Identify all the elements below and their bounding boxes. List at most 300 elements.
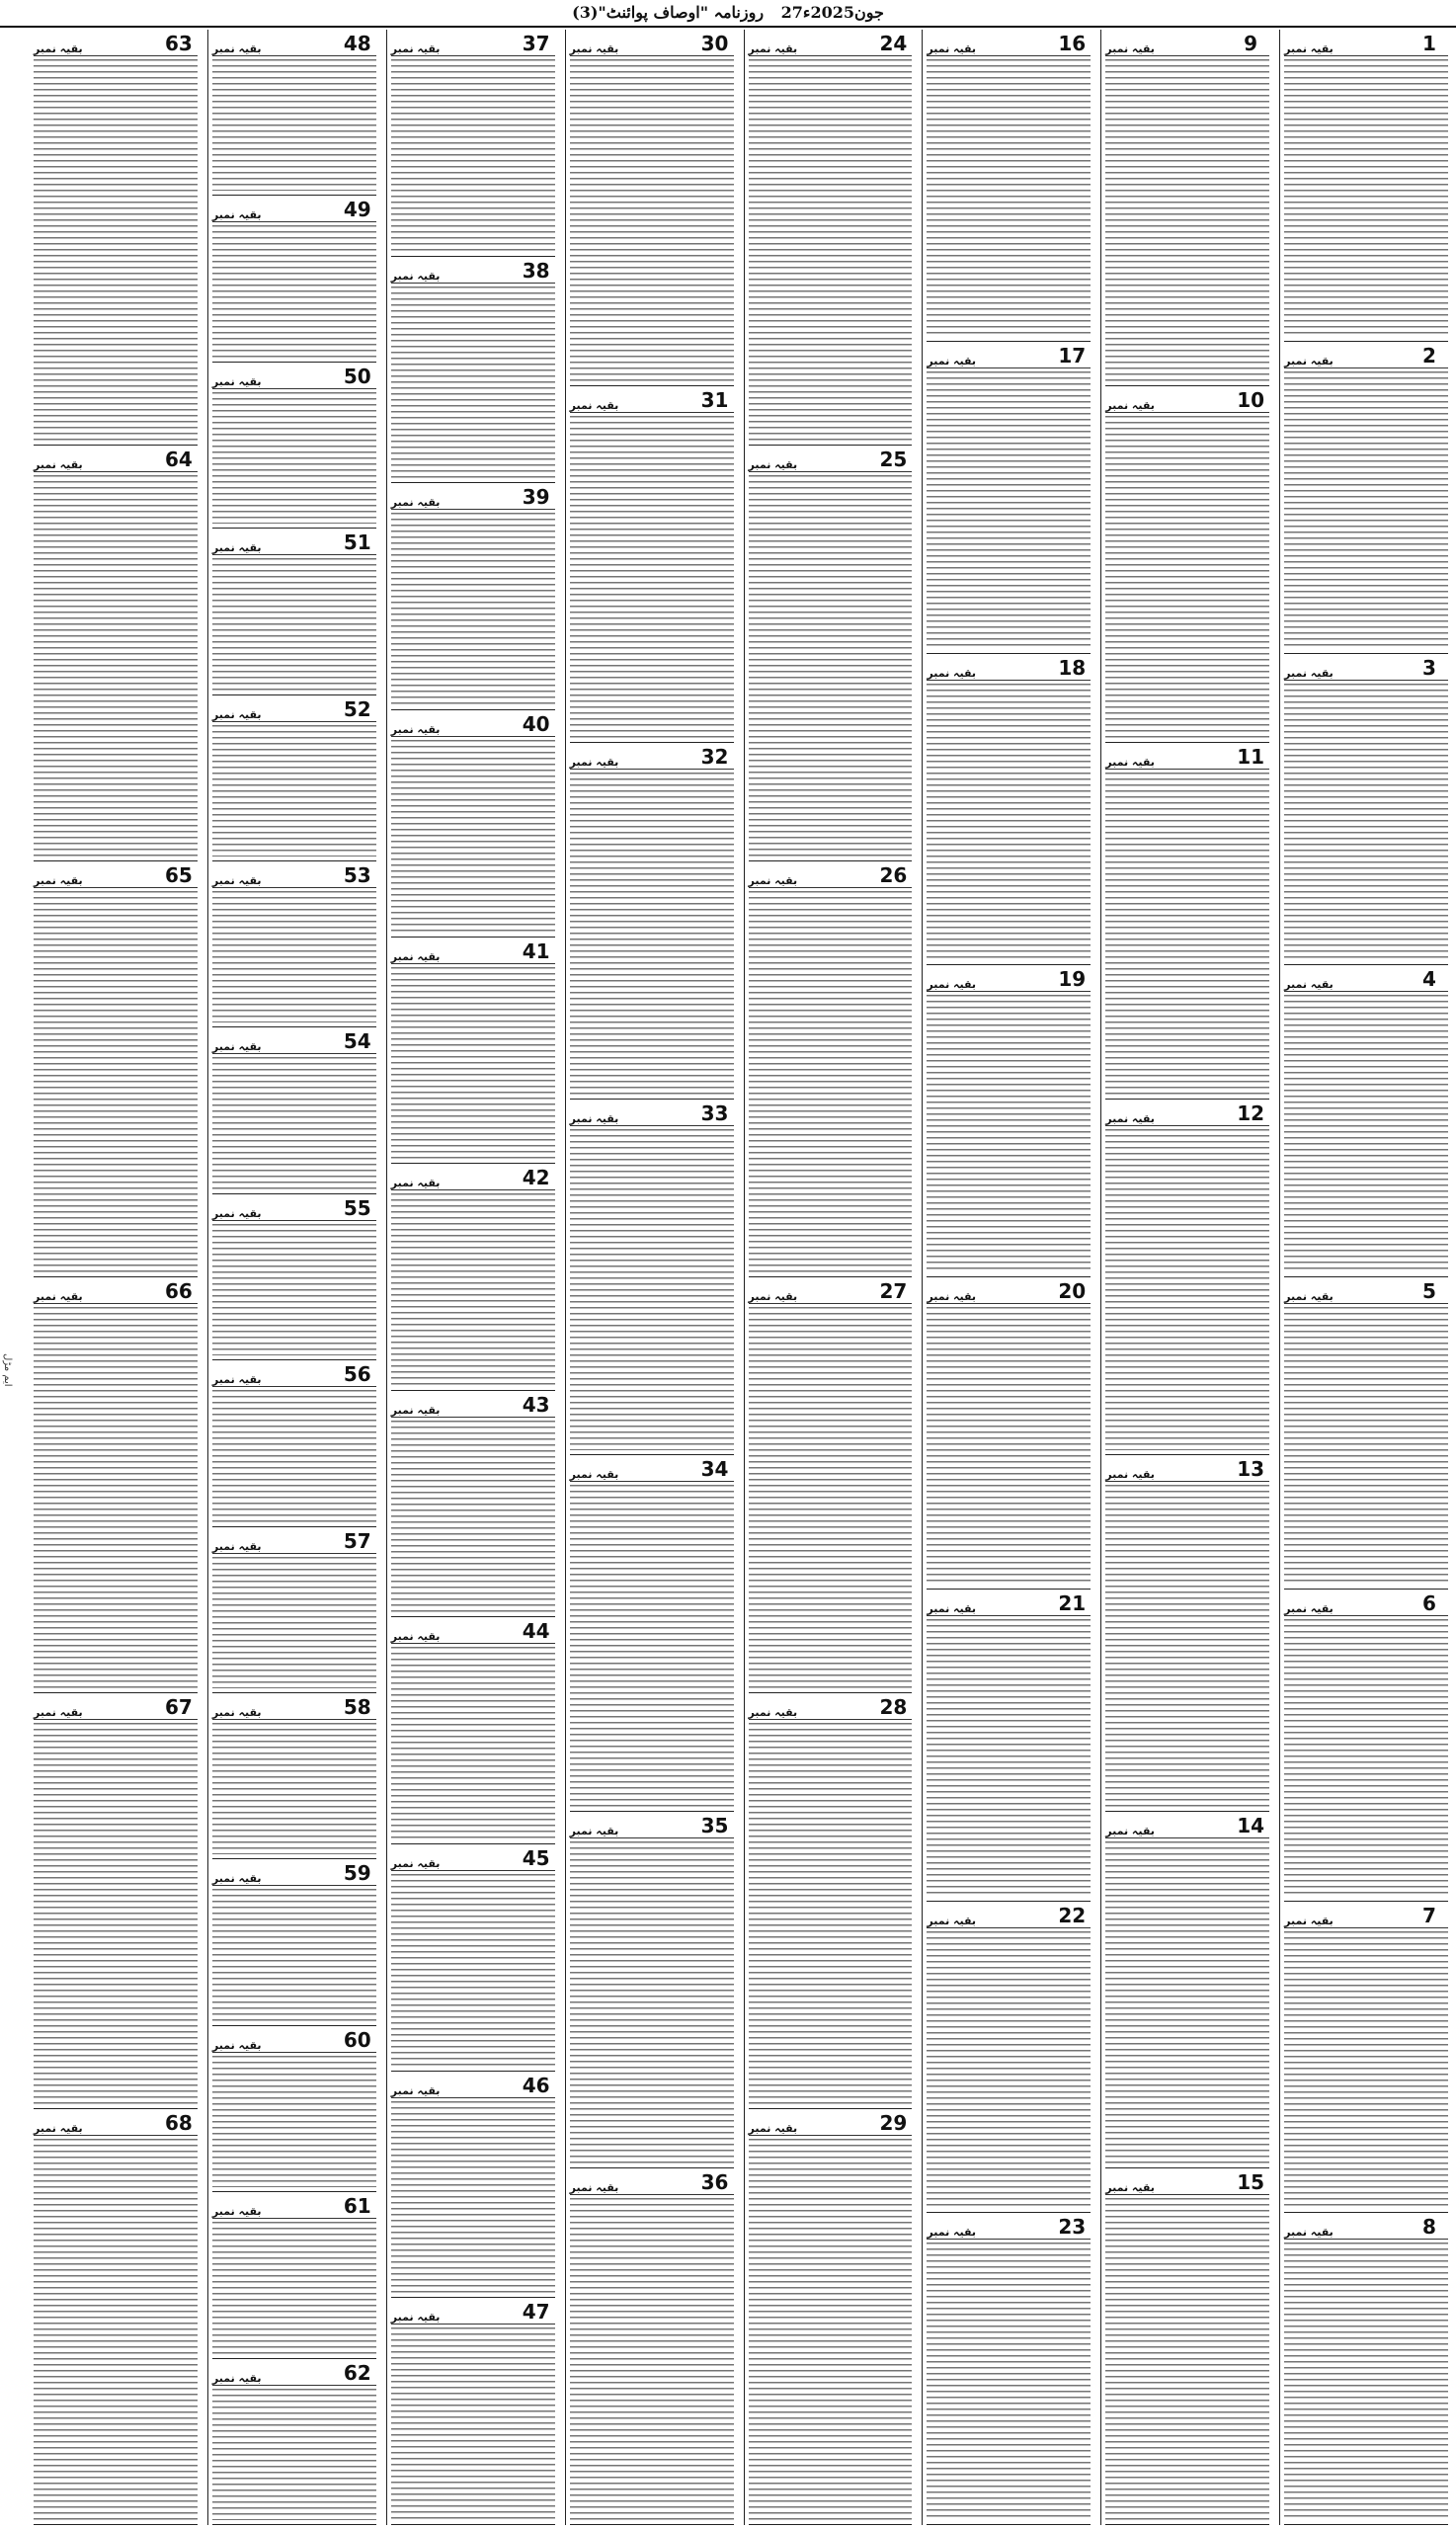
item-body-text: [391, 513, 555, 705]
item-number: 43: [522, 1392, 550, 1417]
item-body-text: [927, 1307, 1091, 1585]
item-header: [1105, 2170, 1269, 2195]
item-body-text: [212, 392, 376, 524]
continuation-item: [212, 363, 376, 529]
continuation-item: [212, 30, 376, 196]
item-header: [212, 2028, 376, 2053]
item-body-text: [749, 475, 913, 857]
item-body-text: [1284, 2243, 1448, 2520]
continuation-item: [927, 1277, 1091, 1590]
item-body-text: [212, 1390, 376, 1521]
item-label: بقیہ نمبر: [748, 458, 798, 471]
item-body-text: [1284, 1619, 1448, 1897]
continuation-item: [570, 1455, 734, 1812]
item-label: بقیہ نمبر: [211, 541, 262, 555]
item-label: بقیہ نمبر: [211, 1872, 262, 1886]
item-label: بقیہ نمبر: [34, 2122, 83, 2135]
item-number: 56: [343, 1362, 371, 1387]
item-number: 57: [343, 1528, 371, 1553]
item-number: 4: [1422, 967, 1436, 992]
item-label: بقیہ نمبر: [569, 2181, 619, 2195]
item-header: [1105, 32, 1269, 56]
item-number: 13: [1237, 1457, 1265, 1482]
item-label: بقیہ نمبر: [211, 2038, 262, 2052]
continuation-item: [570, 1812, 734, 2168]
item-number: 35: [700, 1814, 729, 1838]
continuation-item: [1105, 2168, 1269, 2525]
item-body-text: [1284, 1307, 1448, 1585]
item-label: بقیہ نمبر: [34, 458, 83, 471]
item-header: [749, 1695, 913, 1720]
item-header: [391, 1393, 555, 1418]
item-number: 14: [1237, 1814, 1265, 1838]
item-number: 26: [879, 863, 908, 887]
continuation-item: [1284, 1590, 1448, 1902]
item-number: 5: [1422, 1279, 1436, 1303]
item-body-text: [570, 59, 734, 381]
item-header: [212, 1529, 376, 1554]
item-body-text: [391, 1421, 555, 1613]
item-body-text: [212, 2389, 376, 2520]
continuation-item: [212, 1027, 376, 1193]
item-label: بقیہ نمبر: [390, 1857, 441, 1871]
item-label: بقیہ نمبر: [927, 666, 977, 680]
item-header: [1284, 656, 1448, 681]
item-label: بقیہ نمبر: [748, 1706, 798, 1719]
item-label: بقیہ نمبر: [1284, 42, 1334, 55]
item-body-text: [1105, 773, 1269, 1095]
item-label: بقیہ نمبر: [390, 1403, 441, 1417]
item-header: [212, 1196, 376, 1221]
item-label: بقیہ نمبر: [927, 354, 977, 367]
item-header: [391, 485, 555, 510]
item-header: [749, 448, 913, 472]
news-column: [922, 30, 1094, 2525]
item-label: بقیہ نمبر: [390, 42, 441, 55]
item-label: بقیہ نمبر: [211, 2205, 262, 2219]
continuation-item: [749, 446, 913, 861]
item-header: [1105, 388, 1269, 413]
item-number: 21: [1058, 1591, 1087, 1615]
news-column: [386, 30, 559, 2525]
item-body-text: [391, 967, 555, 1160]
continuation-item: [749, 2109, 913, 2525]
item-number: 18: [1058, 655, 1087, 680]
news-column: [30, 30, 202, 2525]
item-body-text: [570, 416, 734, 738]
item-header: [1284, 2215, 1448, 2240]
item-header: [212, 863, 376, 888]
item-number: 36: [700, 2170, 729, 2195]
item-label: بقیہ نمبر: [1105, 2181, 1155, 2195]
continuation-item: [1284, 1277, 1448, 1590]
continuation-item: [570, 386, 734, 743]
masthead-title: روزنامہ "اوصاف پوائنٹ"(3): [572, 3, 765, 22]
item-number: 51: [343, 530, 371, 555]
item-body-text: [570, 1129, 734, 1451]
item-label: بقیہ نمبر: [748, 1290, 798, 1303]
continuation-item: [391, 257, 555, 484]
item-body-text: [749, 891, 913, 1272]
item-number: 31: [700, 387, 729, 412]
item-label: بقیہ نمبر: [569, 1468, 619, 1482]
item-body-text: [391, 1647, 555, 1839]
item-body-text: [927, 995, 1091, 1272]
item-header: [927, 1279, 1091, 1304]
continuation-item: [391, 2298, 555, 2525]
item-body-text: [1105, 1841, 1269, 2163]
item-body-text: [212, 59, 376, 191]
item-header: [1105, 1101, 1269, 1126]
item-number: 23: [1058, 2215, 1087, 2240]
continuation-item: [927, 2213, 1091, 2525]
item-label: بقیہ نمبر: [390, 269, 441, 283]
continuation-item: [1284, 30, 1448, 342]
continuation-item: [570, 1100, 734, 1456]
item-header: [927, 344, 1091, 368]
item-number: 55: [343, 1195, 371, 1220]
item-label: بقیہ نمبر: [211, 874, 262, 888]
item-body-text: [927, 1931, 1091, 2209]
item-label: بقیہ نمبر: [569, 1111, 619, 1125]
item-number: 1: [1422, 32, 1436, 55]
continuation-item: [212, 1693, 376, 1859]
item-header: [212, 697, 376, 722]
item-header: [391, 1619, 555, 1644]
item-label: بقیہ نمبر: [927, 1914, 977, 1927]
item-header: [34, 1695, 198, 1720]
item-body-text: [34, 475, 198, 857]
continuation-item: [391, 1844, 555, 2072]
item-number: 59: [343, 1861, 371, 1886]
item-number: 25: [879, 448, 908, 471]
item-body-text: [212, 558, 376, 690]
item-header: [391, 2074, 555, 2098]
item-label: بقیہ نمبر: [211, 1373, 262, 1387]
item-body-text: [1284, 995, 1448, 1272]
continuation-item: [212, 2192, 376, 2358]
item-header: [927, 32, 1091, 56]
item-body-text: [212, 725, 376, 857]
item-header: [570, 1814, 734, 1838]
item-header: [391, 939, 555, 964]
item-header: [212, 1029, 376, 1054]
item-body-text: [212, 1723, 376, 1854]
item-body-text: [1105, 59, 1269, 381]
continuation-item: [1105, 1812, 1269, 2168]
item-label: بقیہ نمبر: [1284, 1601, 1334, 1615]
item-label: بقیہ نمبر: [927, 42, 977, 55]
continuation-item: [212, 529, 376, 694]
item-number: 11: [1237, 744, 1265, 769]
item-body-text: [212, 1889, 376, 2020]
item-number: 20: [1058, 1279, 1087, 1303]
item-header: [212, 198, 376, 222]
continuation-item: [749, 861, 913, 1277]
item-label: بقیہ نمبر: [748, 874, 798, 887]
item-label: بقیہ نمبر: [569, 42, 619, 55]
item-body-text: [1284, 59, 1448, 337]
item-label: بقیہ نمبر: [390, 2311, 441, 2325]
item-header: [749, 1279, 913, 1304]
item-number: 32: [700, 744, 729, 769]
item-body-text: [34, 1307, 198, 1688]
item-header: [927, 1904, 1091, 1928]
item-header: [1105, 745, 1269, 770]
item-body-text: [212, 1557, 376, 1688]
item-header: [570, 388, 734, 413]
item-header: [212, 2361, 376, 2386]
item-label: بقیہ نمبر: [1105, 398, 1155, 412]
item-label: بقیہ نمبر: [748, 42, 798, 55]
continuation-item: [927, 965, 1091, 1277]
item-header: [212, 32, 376, 56]
continuation-item: [212, 1527, 376, 1693]
item-body-text: [927, 2243, 1091, 2520]
item-body-text: [927, 1619, 1091, 1897]
item-number: 61: [343, 2194, 371, 2219]
item-label: بقیہ نمبر: [211, 1539, 262, 1553]
item-body-text: [34, 891, 198, 1272]
continuation-item: [34, 2109, 198, 2525]
item-body-text: [212, 2056, 376, 2187]
continuation-item: [570, 743, 734, 1100]
continuation-item: [391, 1164, 555, 1391]
item-label: بقیہ نمبر: [927, 1601, 977, 1615]
continuation-item: [1105, 1100, 1269, 1456]
item-body-text: [1105, 2198, 1269, 2520]
item-header: [749, 2111, 913, 2136]
item-header: [34, 32, 198, 56]
continuation-item: [391, 1617, 555, 1844]
item-label: بقیہ نمبر: [1284, 1914, 1334, 1927]
item-body-text: [391, 1874, 555, 2067]
item-header: [212, 365, 376, 389]
continuation-item: [1284, 654, 1448, 966]
continuation-item: [927, 654, 1091, 966]
item-body-text: [1105, 1129, 1269, 1451]
item-header: [212, 1861, 376, 1886]
item-label: بقیہ نمبر: [927, 1290, 977, 1303]
item-number: 50: [343, 364, 371, 388]
news-column: [744, 30, 917, 2525]
item-body-text: [1105, 416, 1269, 738]
item-body-text: [212, 1057, 376, 1188]
item-body-text: [927, 59, 1091, 337]
item-body-text: [391, 2101, 555, 2294]
item-number: 37: [522, 32, 550, 55]
item-body-text: [570, 2198, 734, 2520]
item-label: بقیہ نمبر: [748, 2122, 798, 2135]
item-number: 8: [1422, 2215, 1436, 2240]
item-number: 33: [700, 1101, 729, 1125]
item-label: بقیہ نمبر: [569, 398, 619, 412]
continuation-item: [391, 2072, 555, 2299]
item-number: 64: [164, 448, 193, 471]
item-label: بقیہ نمبر: [390, 1630, 441, 1644]
item-body-text: [391, 740, 555, 933]
item-body-text: [749, 1723, 913, 2104]
item-header: [1284, 1279, 1448, 1304]
item-header: [212, 2194, 376, 2219]
continuation-item: [212, 695, 376, 861]
item-number: 19: [1058, 967, 1087, 992]
continuation-item: [212, 2359, 376, 2525]
item-header: [1284, 32, 1448, 56]
item-number: 38: [522, 258, 550, 283]
continuation-item: [391, 1391, 555, 1618]
newspaper-masthead: [0, 0, 1456, 28]
item-label: بقیہ نمبر: [390, 2083, 441, 2097]
continuation-item: [391, 710, 555, 938]
item-header: [391, 2300, 555, 2325]
item-number: 63: [164, 32, 193, 55]
item-body-text: [34, 59, 198, 441]
item-header: [927, 656, 1091, 681]
item-body-text: [1284, 1931, 1448, 2209]
item-body-text: [391, 2327, 555, 2520]
item-number: 60: [343, 2027, 371, 2052]
item-number: 48: [343, 32, 371, 55]
continuation-item: [1284, 2213, 1448, 2525]
continuation-item: [1284, 1902, 1448, 2214]
item-number: 29: [879, 2111, 908, 2135]
continuation-item: [570, 2168, 734, 2525]
continuation-item: [212, 2026, 376, 2192]
item-header: [1284, 344, 1448, 368]
item-header: [1105, 1814, 1269, 1838]
item-header: [570, 32, 734, 56]
item-label: بقیہ نمبر: [34, 1706, 83, 1719]
item-body-text: [749, 1307, 913, 1688]
continuation-item: [212, 861, 376, 1027]
item-label: بقیہ نمبر: [1284, 666, 1334, 680]
continuation-item: [212, 196, 376, 362]
item-label: بقیہ نمبر: [211, 2371, 262, 2385]
continuation-item: [34, 30, 198, 446]
item-body-text: [927, 371, 1091, 649]
item-label: بقیہ نمبر: [211, 707, 262, 721]
item-label: بقیہ نمبر: [211, 208, 262, 222]
continuation-columns: [30, 30, 1452, 2525]
continuation-item: [927, 342, 1091, 654]
item-header: [34, 863, 198, 888]
item-header: [391, 712, 555, 737]
item-body-text: [212, 225, 376, 357]
continuation-item: [212, 1859, 376, 2025]
item-body-text: [1284, 684, 1448, 961]
item-label: بقیہ نمبر: [211, 42, 262, 55]
continuation-item: [1105, 1455, 1269, 1812]
item-number: 10: [1237, 387, 1265, 412]
item-number: 45: [522, 1846, 550, 1871]
continuation-item: [391, 30, 555, 257]
news-column: [207, 30, 380, 2525]
item-header: [927, 967, 1091, 992]
item-label: بقیہ نمبر: [1284, 2226, 1334, 2240]
item-number: 7: [1422, 1903, 1436, 1927]
item-number: 39: [522, 485, 550, 510]
item-header: [1284, 967, 1448, 992]
item-body-text: [570, 773, 734, 1095]
item-number: 6: [1422, 1591, 1436, 1615]
continuation-item: [749, 1277, 913, 1693]
item-body-text: [391, 1193, 555, 1386]
item-label: بقیہ نمبر: [1284, 1290, 1334, 1303]
continuation-item: [1105, 386, 1269, 743]
item-label: بقیہ نمبر: [1105, 1825, 1155, 1838]
item-header: [34, 2111, 198, 2136]
continuation-item: [1105, 743, 1269, 1100]
item-header: [34, 448, 198, 472]
item-number: 41: [522, 938, 550, 963]
item-header: [212, 1695, 376, 1720]
item-label: بقیہ نمبر: [211, 1040, 262, 1054]
item-body-text: [391, 286, 555, 479]
item-body-text: [570, 1841, 734, 2163]
item-number: 67: [164, 1695, 193, 1719]
item-body-text: [570, 1485, 734, 1807]
item-number: 34: [700, 1457, 729, 1482]
item-label: بقیہ نمبر: [211, 1706, 262, 1720]
item-number: 28: [879, 1695, 908, 1719]
continuation-item: [570, 30, 734, 386]
item-number: 42: [522, 1166, 550, 1190]
item-number: 49: [343, 198, 371, 222]
item-body-text: [1284, 371, 1448, 649]
item-header: [749, 863, 913, 888]
continuation-item: [749, 1693, 913, 2109]
item-header: [927, 1591, 1091, 1616]
item-number: 53: [343, 863, 371, 888]
item-number: 62: [343, 2360, 371, 2385]
continuation-item: [927, 30, 1091, 342]
item-number: 3: [1422, 655, 1436, 680]
continuation-item: [34, 861, 198, 1277]
item-number: 46: [522, 2073, 550, 2097]
item-number: 9: [1244, 32, 1258, 55]
item-label: بقیہ نمبر: [569, 755, 619, 769]
item-header: [1105, 1457, 1269, 1482]
item-label: بقیہ نمبر: [1105, 1111, 1155, 1125]
item-header: [212, 1362, 376, 1387]
item-number: 24: [879, 32, 908, 55]
item-label: بقیہ نمبر: [1105, 755, 1155, 769]
item-label: بقیہ نمبر: [34, 42, 83, 55]
item-header: [570, 1101, 734, 1126]
continuation-item: [749, 30, 913, 446]
item-number: 52: [343, 696, 371, 721]
margin-note: ایم مڑل: [2, 1353, 13, 1387]
item-label: بقیہ نمبر: [1105, 1468, 1155, 1482]
item-number: 54: [343, 1029, 371, 1054]
item-label: بقیہ نمبر: [390, 949, 441, 963]
item-label: بقیہ نمبر: [1284, 354, 1334, 367]
news-column: [565, 30, 738, 2525]
item-number: 17: [1058, 343, 1087, 367]
item-label: بقیہ نمبر: [34, 1290, 83, 1303]
item-number: 27: [879, 1279, 908, 1303]
item-body-text: [391, 59, 555, 252]
item-label: بقیہ نمبر: [1105, 42, 1155, 55]
item-number: 16: [1058, 32, 1087, 55]
item-header: [570, 2170, 734, 2195]
item-label: بقیہ نمبر: [211, 1206, 262, 1220]
continuation-item: [391, 483, 555, 710]
item-label: بقیہ نمبر: [927, 978, 977, 992]
continuation-item: [927, 1902, 1091, 2214]
item-number: 22: [1058, 1903, 1087, 1927]
